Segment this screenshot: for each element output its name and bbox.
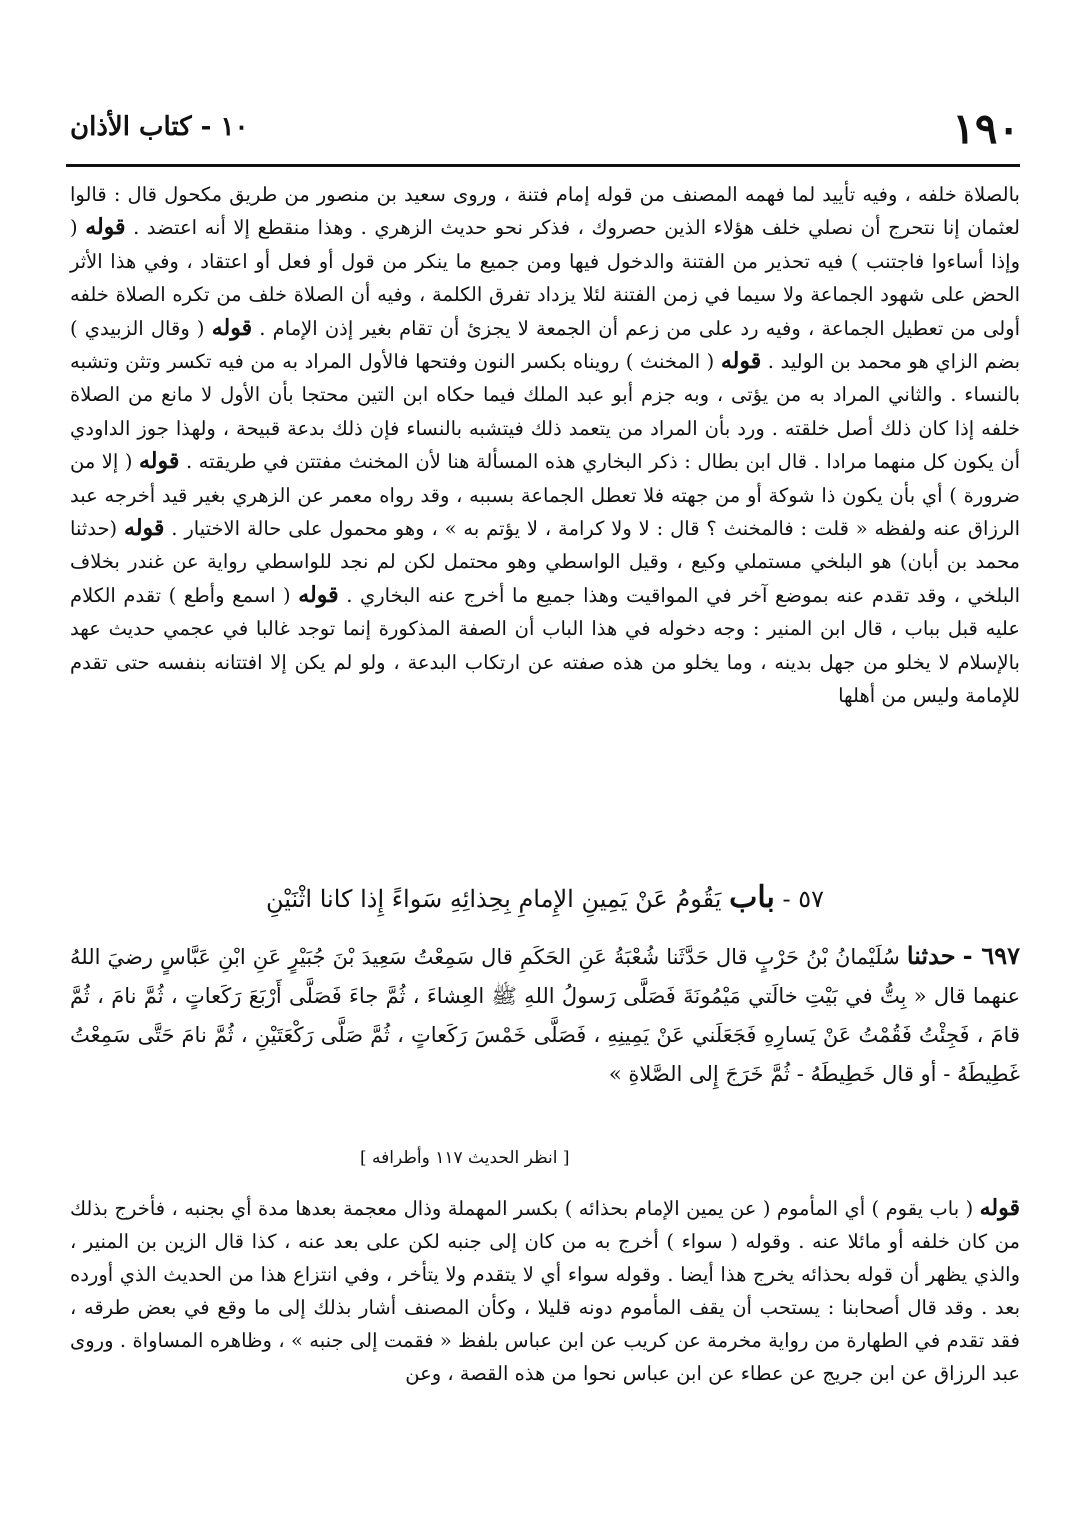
hadith-number: ٦٩٧ - bbox=[962, 941, 1020, 970]
commentary-text: ( باب يقوم ) أي المأموم ( عن يمين الإمام بحذائه ) بكسر المهملة وذال معجمة بعدها مدة أي بجنبه ، فأخرج بذلك من كان خلفه أو مائلا عنه . وقوله ( سواء ) أخرج به من كان إلى جنبه لكن على بعد عنه ، كذا قال الزين بن المنير ، والذي يظهر أن قوله بحذائه يخرج هذا أيضا . وقوله سواء أي لا يتقدم ولا يتأخر ، وفي انتزاع هذا من الحديث الذي أورده بعد . وقد قال أصحابنا : يستحب أن يقف المأموم دونه قليلا ، وكأن المصنف أشار بذلك إلى ما وقع في بعض طرقه ، فقد تقدم في الطهارة من رواية مخرمة عن كريب عن ابن عباس بلفظ « فقمت إلى جنبه » ، وظاهره المساواة . وروى عبد الرزاق عن ابن جريج عن عطاء عن ابن عباس نحوا من هذه القصة ، وعن bbox=[70, 1197, 1020, 1385]
hadith-text-block bbox=[70, 936, 1020, 1094]
commentary-text: ( وإذا أساءوا فاجتنب ) فيه تحذير من الفتنة والدخول فيها ومن جميع ما ينكر من قول أو فعل أو اعتقاد ، وفي هذا الأثر الحض على شهود الجماعة ولا سيما في زمن الفتنة لئلا يزداد تفرق الكلمة ، وفيه أن الصلاة خلف من تكره الصلاة خلفه أولى من تعطيل الجماعة ، وفيه رد على من زعم أن الجمعة لا يجزئ أن تقام بغير إذن الإمام . bbox=[70, 216, 1021, 340]
commentary-text: ( وقال الزبيدي ) بضم الزاي هو محمد بن الوليد . bbox=[70, 316, 1020, 374]
hadith-cross-reference: [ انظر الحديث ١١٧ وأطرافه ] bbox=[360, 1148, 570, 1168]
commentary-section-1 bbox=[70, 178, 1020, 713]
qawl-marker: قوله bbox=[298, 581, 339, 608]
running-title: ١٠ - كتاب الأذان bbox=[70, 112, 249, 142]
commentary-section-2 bbox=[70, 1192, 1020, 1390]
commentary-text: ( إلا من ضرورة ) أي بأن يكون ذا شوكة أو من جهته فلا تعطل الجماعة بسببه ، وقد رواه معمر عن الزهري بغير قيد أخرجه عبد الرزاق عنه ولفظه « قلت : فالمخنث ؟ قال : لا ولا كرامة ، لا يؤتم به » ، وهو محمول على حالة الاختيار . bbox=[70, 450, 1021, 541]
qawl-marker: قوله bbox=[720, 348, 762, 375]
qawl-marker: قوله bbox=[124, 515, 165, 542]
chapter-title: يَقُومُ عَنْ يَمِينِ الإِمامِ بِحِذائِهِ سَواءً إِذا كانا اثْنَيْنِ bbox=[266, 885, 722, 913]
page-number: ١٩٠ bbox=[952, 104, 1020, 153]
page-header bbox=[70, 100, 1020, 160]
commentary-text: ( اسمع وأطع ) تقدم الكلام عليه قبل بباب ، قال ابن المنير : وجه دخوله في هذا الباب أن الصفة المذكورة إنما توجد غالبا في عجمي حديث عهد بالإسلام لا يخلو من جهل بدينه ، وما يخلو من هذه صفته عن ارتكاب البدعة ، ولو لم يكن إلا افتتانه بنفسه حتى تقدم للإمامة وليس من أهلها bbox=[70, 583, 1020, 708]
commentary-text: (حدثنا محمد بن أبان) هو البلخي مستملي وكيع ، وقيل الواسطي وهو محتمل لكن لم نجد للواسطي رواية عن غندر بخلاف البلخي ، وقد تقدم عنه بموضع آخر في المواقيت وهذا جميع ما أخرج عنه البخاري . bbox=[70, 517, 1020, 607]
hadith-text: سُلَيْمانُ بْنُ حَرْبٍ قال حَدَّثَنا شُعْبَةُ عَنِ الحَكَمِ قال سَمِعْتُ سَعِيدَ بْنَ جُبَيْرٍ عَنِ ابْنِ عَبَّاسٍ رضيَ اللهُ عنهما قال « بِتُّ في بَيْتِ خالَتي مَيْمُونَةَ فَصَلَّى رَسولُ اللهِ ﷺ العِشاءَ ، ثُمَّ جاءَ فَصَلَّى أَرْبَعَ رَكَعاتٍ ، ثُمَّ نامَ ، ثُمَّ قامَ ، فَجِئْتُ فَقُمْتُ عَنْ يَسارِهِ فَجَعَلَني عَنْ يَمِينِهِ ، فَصَلَّى خَمْسَ رَكَعاتٍ ، ثُمَّ صَلَّى رَكْعَتَيْنِ ، ثُمَّ نامَ حَتَّى سَمِعْتُ غَطِيطَهُ - أو قال خَطِيطَهُ - ثُمَّ خَرَجَ إِلى الصَّلاةِ » bbox=[70, 945, 1020, 1086]
header-rule bbox=[66, 164, 1020, 167]
hadith-opening: حدثنا bbox=[906, 941, 956, 970]
qawl-marker: قوله bbox=[979, 1195, 1020, 1221]
commentary-text: بالصلاة خلفه ، وفيه تأييد لما فهمه المصنف من قوله إمام فتنة ، وروى سعيد بن منصور من طريق مكحول قال : قالوا لعثمان إنا نتحرج أن نصلي خلف هؤلاء الذين حصروك ، فذكر نحو حديث الزهري . وهذا منقطع إلا أنه اعتضد . bbox=[70, 183, 1020, 240]
qawl-marker: قوله bbox=[211, 314, 253, 341]
commentary-text: ( المخنث ) رويناه بكسر النون وفتحها فالأول المراد به من فيه تكسر وتثن وتشبه بالنساء . والثاني المراد به من يؤتى ، وبه جزم أبو عبد الملك فيما حكاه ابن التين محتجا بأن الأول لا مانع من الصلاة خلفه إذا كان ذلك أصل خلقته . ورد بأن المراد من يتعمد ذلك فيتشبه بالنساء فإن ذلك بدعة قبيحة ، ولهذا جوز الداودي أن يكون كل منهما مرادا . قال ابن بطال : ذكر البخاري هذه المسألة هنا لأن المخنث مفتتن في طريقته . bbox=[70, 350, 1021, 474]
qawl-marker: قوله bbox=[85, 214, 126, 241]
chapter-number: ٥٧ - bbox=[782, 885, 824, 913]
chapter-bab-word: باب bbox=[729, 880, 775, 915]
chapter-heading bbox=[70, 878, 1020, 919]
qawl-marker: قوله bbox=[139, 448, 180, 475]
